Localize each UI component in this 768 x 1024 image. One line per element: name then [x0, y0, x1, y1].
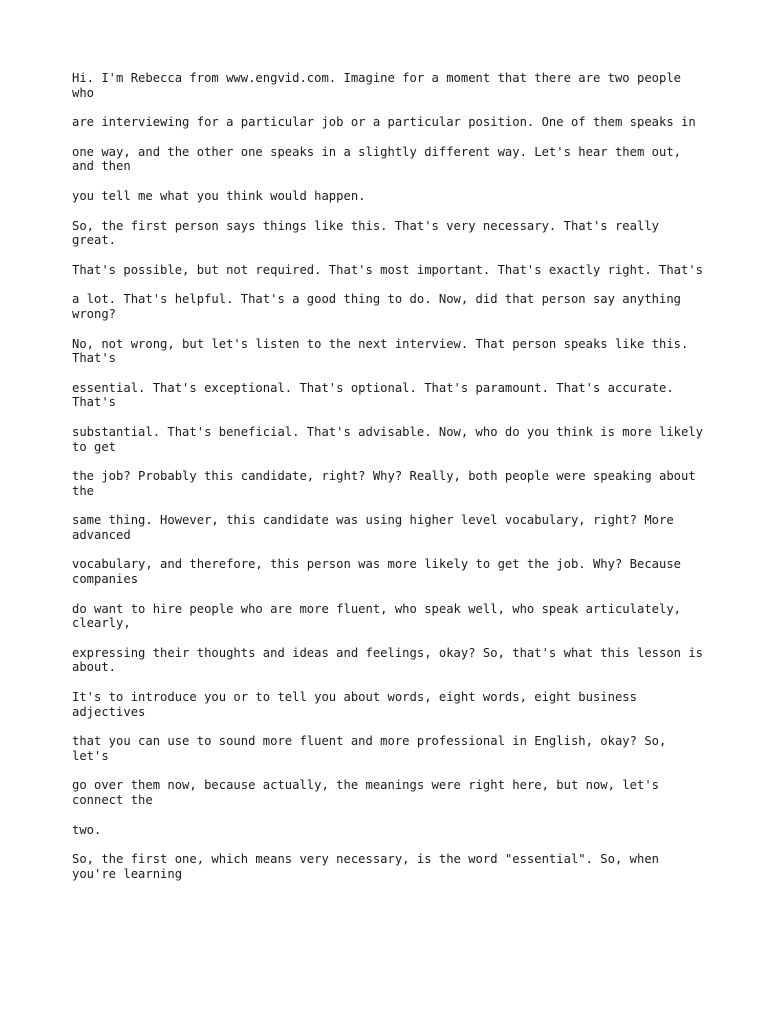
transcript-paragraph-16: It's to introduce you or to tell you about words, eight words, eight business adjectives	[72, 690, 637, 719]
transcript-paragraph-20: So, the first one, which means very necessary, is the word "essential". So, when you're learning	[72, 852, 659, 881]
transcript-paragraph-6: That's possible, but not required. That's most important. That's exactly right. That's	[72, 262, 704, 277]
transcript-paragraph-2: are interviewing for a particular job or a particular position. One of them speaks in	[72, 115, 696, 130]
transcript-paragraph-9: essential. That's exceptional. That's optional. That's paramount. That's accurate. That's	[72, 380, 674, 410]
transcript-paragraph-18: go over them now, because actually, the meanings were right here, but now, let's connect the	[72, 778, 659, 807]
transcript-paragraph-8: No, not wrong, but let's listen to the next interview. That person speaks like this. That's	[72, 336, 689, 366]
transcript-paragraph-5: So, the first person says things like this. That's very necessary. That's really great.	[72, 218, 659, 248]
transcript-paragraph-17: that you can use to sound more fluent and more professional in English, okay? So, let's	[72, 734, 667, 763]
transcript-paragraph-14: do want to hire people who are more fluent, who speak well, who speak articulately, clearly,	[72, 601, 682, 631]
transcript-paragraph-13: vocabulary, and therefore, this person was more likely to get the job. Why? Because companies	[72, 557, 682, 587]
transcript-page	[72, 71, 708, 896]
transcript-paragraph-10: substantial. That's beneficial. That's advisable. Now, who do you think is more likely to get	[72, 424, 704, 454]
transcript-paragraph-4: you tell me what you think would happen.	[72, 188, 366, 203]
transcript-paragraph-7: a lot. That's helpful. That's a good thing to do. Now, did that person say anything wrong?	[72, 292, 682, 321]
transcript-paragraph-19: two.	[72, 822, 102, 837]
transcript-paragraph-12: same thing. However, this candidate was using higher level vocabulary, right? More advanced	[72, 513, 674, 542]
transcript-paragraph-15: expressing their thoughts and ideas and feelings, okay? So, that's what this lesson is about.	[72, 645, 704, 675]
transcript-paragraph-3: one way, and the other one speaks in a slightly different way. Let's hear them out, and then	[72, 144, 682, 174]
transcript-paragraph-1: Hi. I'm Rebecca from www.engvid.com. Imagine for a moment that there are two people who	[72, 71, 682, 100]
transcript-paragraph-11: the job? Probably this candidate, right? Why? Really, both people were speaking about the	[72, 469, 696, 498]
